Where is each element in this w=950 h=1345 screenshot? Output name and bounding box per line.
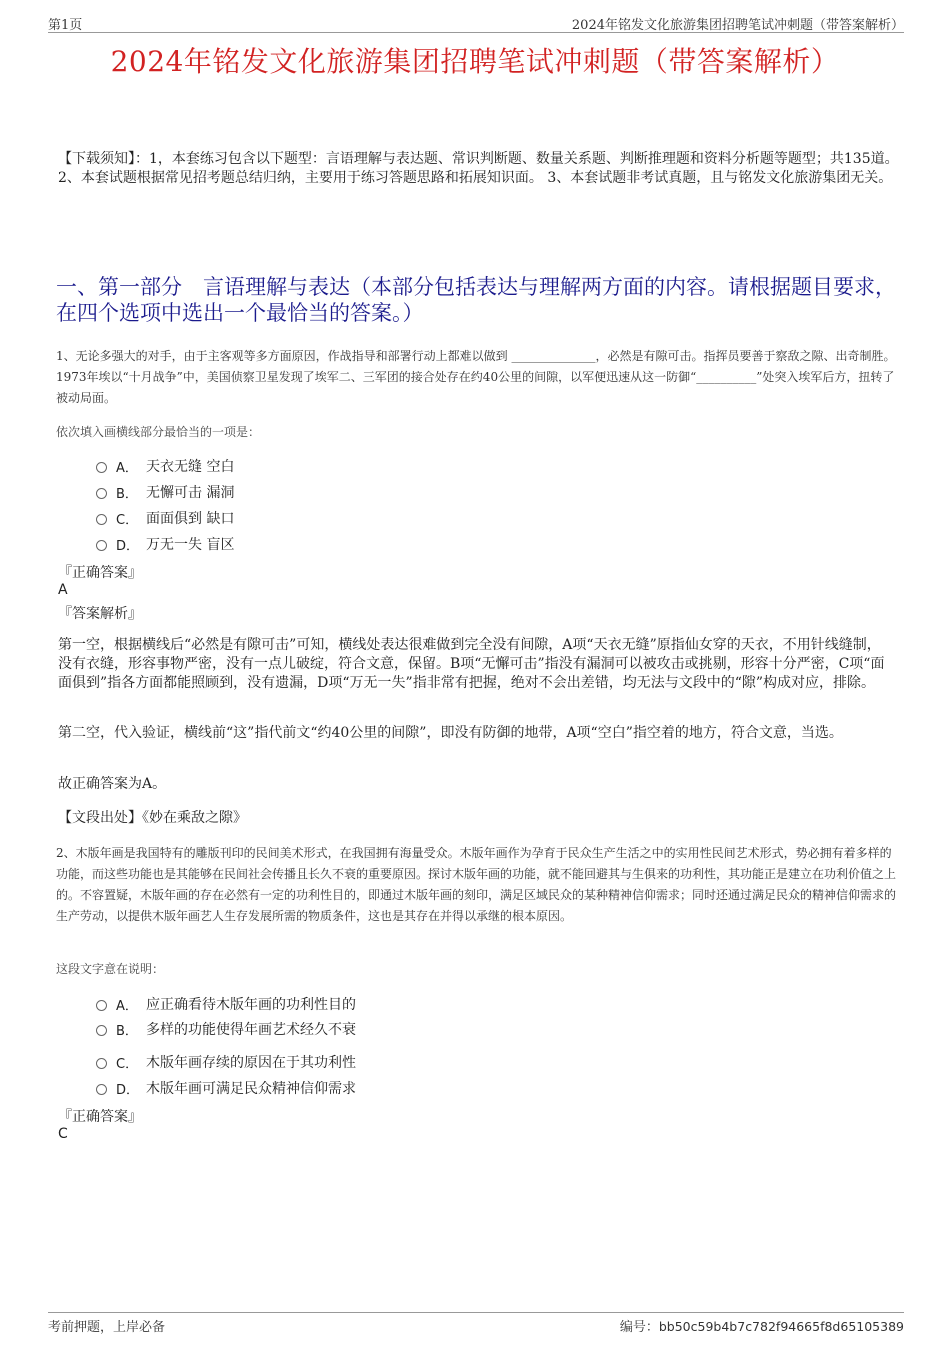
question-1-option-a[interactable]: [96, 456, 234, 476]
option-letter: B．: [116, 1023, 138, 1039]
section-heading: 一、第一部分 言语理解与表达（本部分包括表达与理解两方面的内容。请根据题目要求，在四个选项中选出一个最恰当的答案。）: [56, 275, 896, 325]
option-letter: D．: [116, 1082, 140, 1098]
radio-icon[interactable]: [96, 462, 107, 473]
question-2-answer: C: [58, 1126, 68, 1142]
question-2-option-d[interactable]: [96, 1078, 356, 1098]
option-text: 无懈可击 漏洞: [146, 485, 235, 501]
option-text: 面面俱到 缺口: [146, 511, 235, 527]
question-1-prompt: 依次填入画横线部分最恰当的一项是：: [56, 425, 261, 439]
question-2-option-b[interactable]: [96, 1019, 356, 1039]
option-text: 天衣无缝 空白: [146, 459, 235, 475]
footer-code-label: 编号：: [619, 1320, 659, 1335]
radio-icon[interactable]: [96, 1000, 107, 1011]
option-text: 木版年画可满足民众精神信仰需求: [146, 1081, 356, 1097]
question-2-answer-label: 『正确答案』: [58, 1109, 142, 1125]
footer-code-value: bb50c59b4b7c782f94665f8d65105389: [658, 1319, 904, 1334]
question-1-analysis-conclusion: 故正确答案为A。: [58, 776, 167, 792]
question-1-option-c[interactable]: [96, 508, 234, 528]
option-letter: D．: [116, 538, 140, 554]
question-2-option-c[interactable]: [96, 1052, 356, 1072]
question-2-stem: 2、木版年画是我国特有的雕版刊印的民间美术形式，在我国拥有海量受众。木版年画作为孕育于民众生产生活之中的实用性民间艺术形式，势必拥有着多样的功能，而这些功能也是其能够在民间社会传播且长久不衰的重要原因。探讨木版年画的功能，就不能回避其与生俱来的功利性，其功能正是建立在功利价值之上的。不容置疑，木版年画的存在必然有一定的功利性目的，即通过木版年画的刻印，满足区域民众的某种精神信仰需求；同时还通过满足民众的精神信仰需求的生产劳动，以提供木版年画艺人生存发展所需的物质条件，这也是其存在并得以承继的根本原因。: [56, 846, 897, 923]
question-1-source: 【文段出处】《妙在乘敌之隙》: [58, 810, 247, 826]
header-doc-title: 2024年铭发文化旅游集团招聘笔试冲刺题（带答案解析）: [571, 18, 904, 33]
question-1-option-b[interactable]: [96, 482, 234, 502]
radio-icon[interactable]: [96, 1084, 107, 1095]
radio-icon[interactable]: [96, 514, 107, 525]
option-text: 应正确看待木版年画的功利性目的: [146, 997, 356, 1013]
footer-slogan: 考前押题，上岸必备: [48, 1320, 166, 1335]
option-text: 多样的功能使得年画艺术经久不衰: [146, 1022, 356, 1038]
question-1-answer-label: 『正确答案』: [58, 565, 142, 581]
option-text: 木版年画存续的原因在于其功利性: [146, 1055, 356, 1071]
question-1-analysis-label: 『答案解析』: [58, 606, 142, 622]
question-1-option-d[interactable]: [96, 534, 234, 554]
question-1-analysis-para-1: 第一空，根据横线后“必然是有隙可击”可知，横线处表达很难做到完全没有间隙，A项“天衣无缝”原指仙女穿的天衣，不用针线缝制，没有衣缝，形容事物严密，没有一点儿破绽，符合文意，保留。B项“无懈可击”指没有漏洞可以被攻击或挑剔，形容十分严密，C项“面面俱到”指各方面都能照顾到，没有遗漏，D项“万无一失”指非常有把握，绝对不会出差错，均无法与文段中的“隙”构成对应，排除。: [58, 637, 885, 691]
question-1-answer: A: [58, 582, 68, 598]
radio-icon[interactable]: [96, 540, 107, 551]
question-1-stem: 1、无论多强大的对手，由于主客观等多方面原因，作战指导和部署行动上都难以做到 ______________，必然是有隙可击。指挥员要善于察敌之隙、出奇制胜。1973年埃以“十月战争”中，美国侦察卫星发现了埃军二、三军团的接合处存在约40公里的间隙，以军便迅速从这一防御“__________”处突入埃军后方，扭转了被动局面。: [56, 349, 896, 405]
footer-code: [620, 1316, 904, 1335]
option-letter: B．: [116, 486, 138, 502]
page-number: 第1页: [48, 18, 83, 33]
question-2-option-a[interactable]: [96, 994, 356, 1014]
question-1-analysis-para-2: 第二空，代入验证，横线前“这”指代前文“约40公里的间隙”，即没有防御的地带，A项“空白”指空着的地方，符合文意，当选。: [58, 725, 843, 741]
option-letter: A．: [116, 460, 138, 476]
option-text: 万无一失 盲区: [146, 537, 235, 553]
radio-icon[interactable]: [96, 488, 107, 499]
page-footer: [48, 1312, 904, 1336]
radio-icon[interactable]: [96, 1025, 107, 1036]
option-letter: C．: [116, 1056, 139, 1072]
option-letter: A．: [116, 998, 138, 1014]
question-2-prompt: 这段文字意在说明：: [56, 962, 165, 976]
radio-icon[interactable]: [96, 1058, 107, 1069]
page-header: [48, 14, 904, 33]
option-letter: C．: [116, 512, 139, 528]
download-notice: 【下载须知】：1，本套练习包含以下题型：言语理解与表达题、常识判断题、数量关系题、判断推理题和资料分析题等题型；共135道。 2、本套试题根据常见招考题总结归纳，主要用于练习答题思路和拓展知识面。 3、本套试题非考试真题，且与铭发文化旅游集团无关。: [58, 151, 899, 186]
document-title: 2024年铭发文化旅游集团招聘笔试冲刺题（带答案解析）: [110, 45, 840, 78]
